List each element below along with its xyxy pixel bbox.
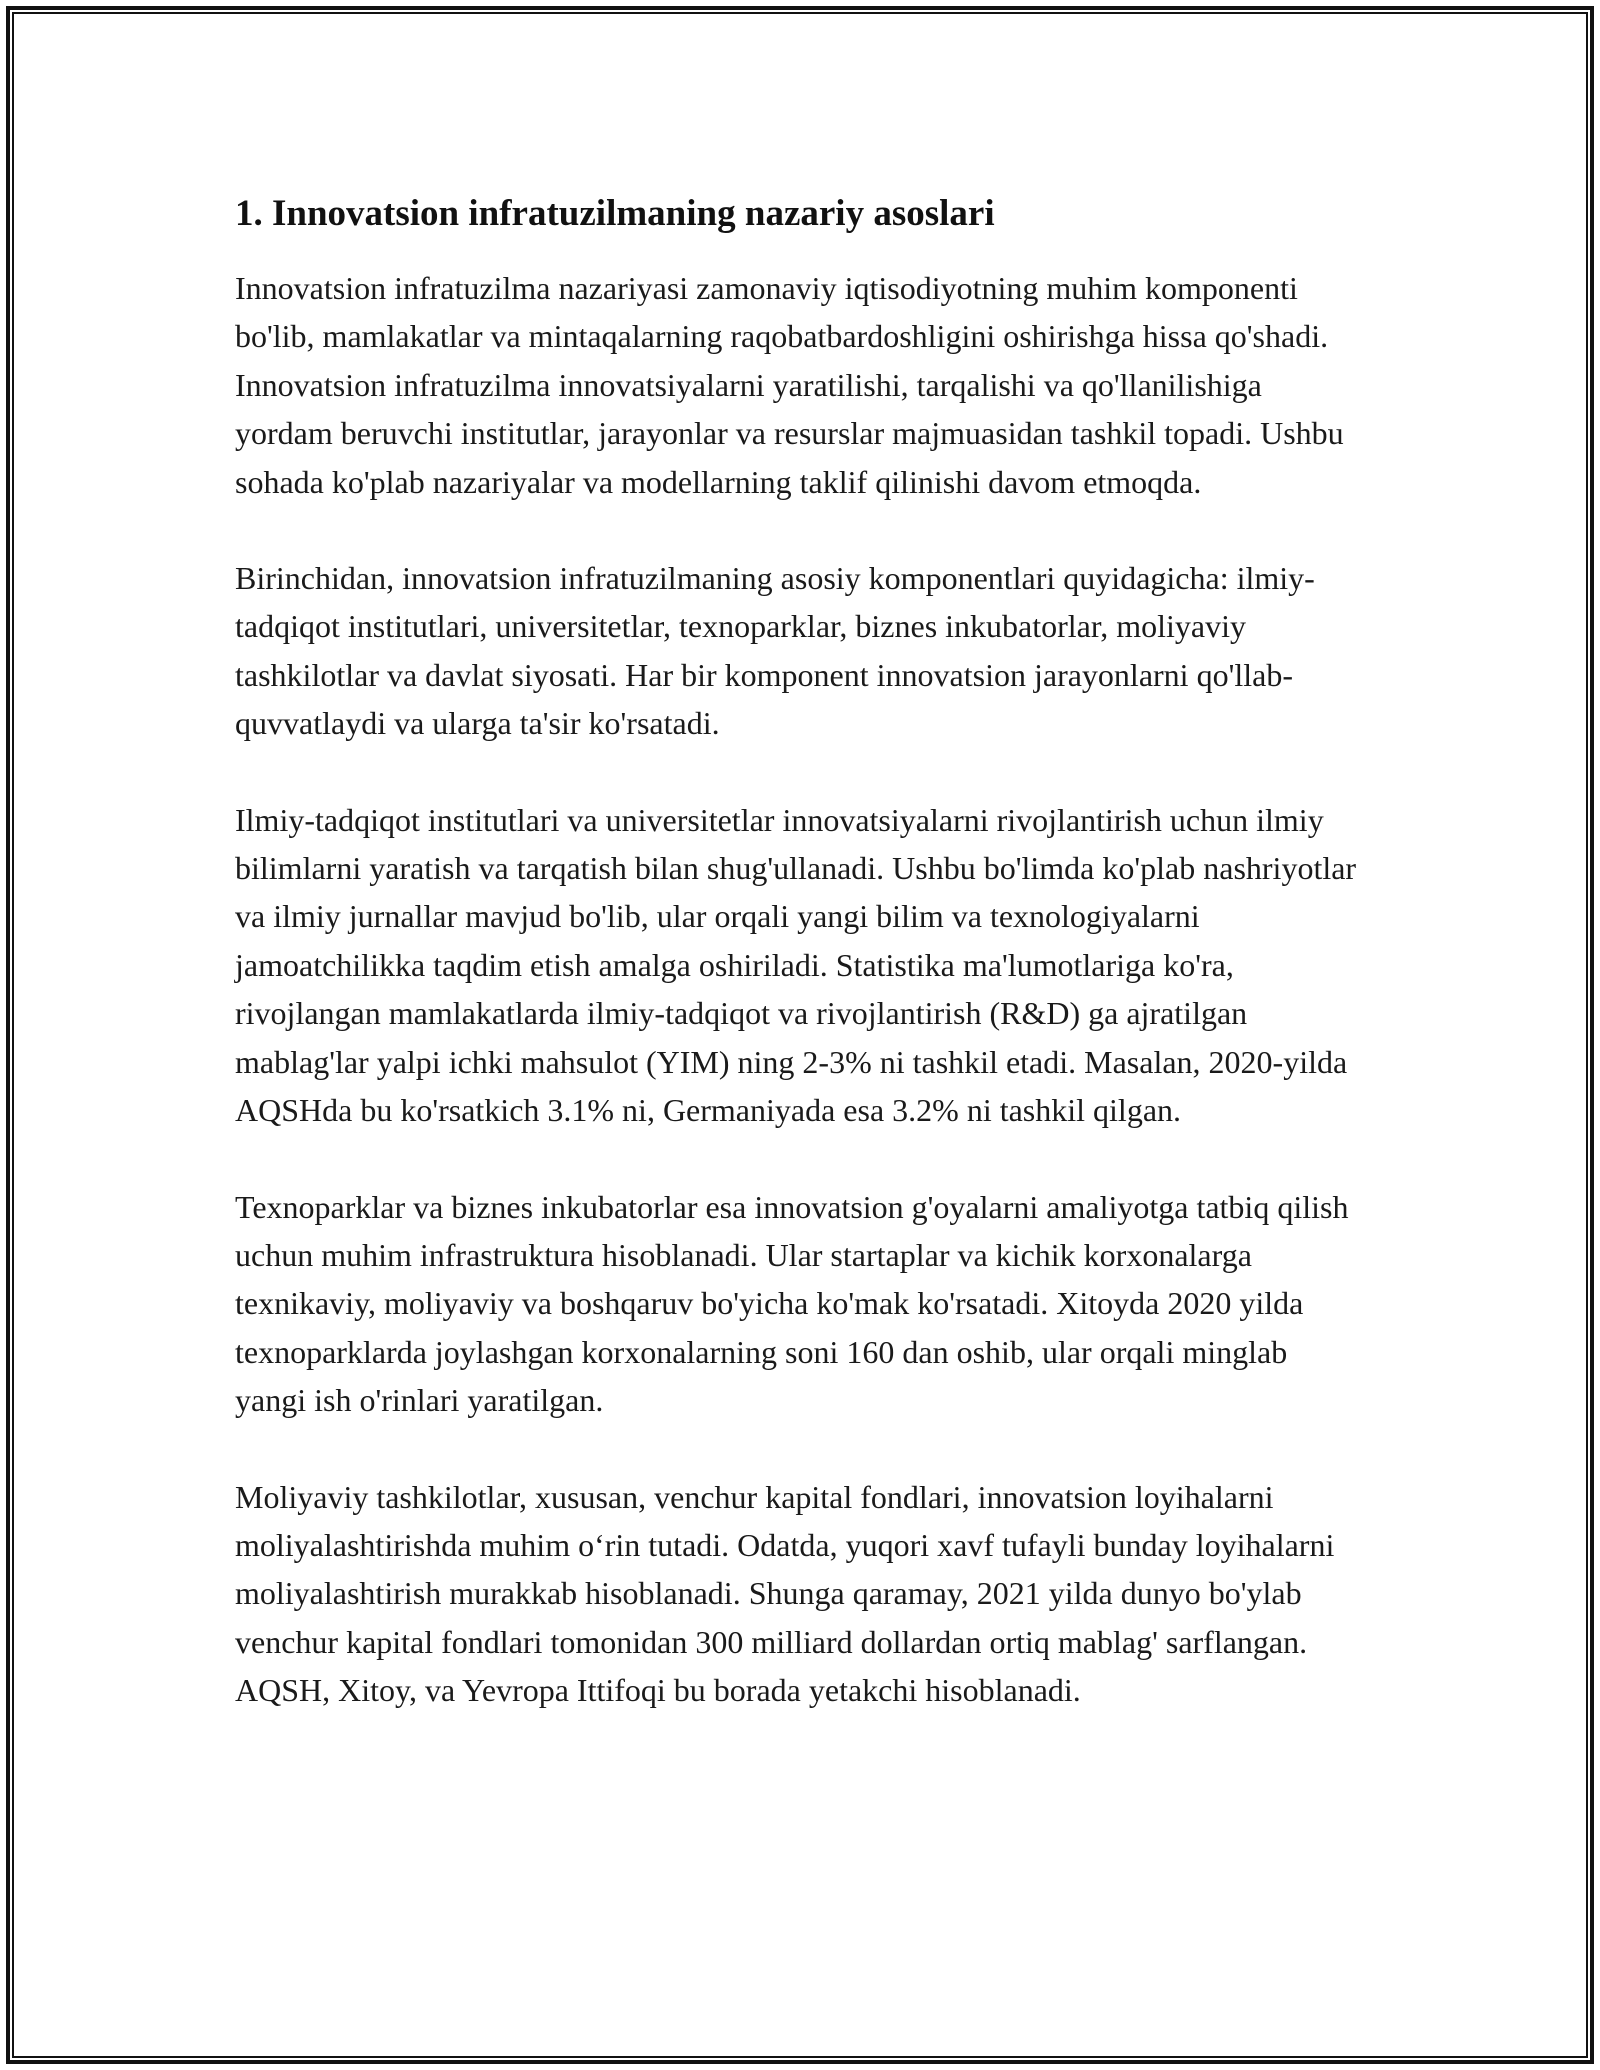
section-heading: 1. Innovatsion infratuzilmaning nazariy asoslari: [235, 193, 995, 234]
paragraph-research-institutes: Ilmiy-tadqiqot institutlari va universitetlar innovatsiyalarni rivojlantirish uchun ilmiy bilimlarni yaratish va tarqatish bilan shug'ullanadi. Ushbu bo'limda ko'plab nashriyotlar va ilmiy jurnallar mavjud bo'lib, ular orqali yangi bilim va texnologiyalarni jamoatchilikka taqdim etish amalga oshiriladi. Statistika ma'lumotlariga ko'ra, rivojlangan mamlakatlarda ilmiy-tadqiqot va rivojlantirish (R&D) ga ajratilgan mablag'lar yalpi ichki mahsulot (YIM) ning 2-3% ni tashkil etadi. Masalan, 2020-yilda AQSHda bu ko'rsatkich 3.1% ni, Germaniyada esa 3.2% ni tashkil qilgan.: [235, 801, 1357, 1129]
paragraph-technoparks: Texnoparklar va biznes inkubatorlar esa innovatsion g'oyalarni amaliyotga tatbiq qilish uchun muhim infrastruktura hisoblanadi. Ular startaplar va kichik korxonalarga texnikaviy, moliyaviy va boshqaruv bo'yicha ko'mak ko'rsatadi. Xitoyda 2020 yilda texnoparklarda joylashgan korxonalarning soni 160 dan oshib, ular orqali minglab yangi ish o'rinlari yaratilgan.: [235, 1188, 1349, 1419]
paragraph-components: Birinchidan, innovatsion infratuzilmaning asosiy komponentlari quyidagicha: ilmiy-tadqiqot institutlari, universitetlar, texnoparklar, biznes inkubatorlar, moliyaviy tashkilotlar va davlat siyosati. Har bir komponent innovatsion jarayonlarni qo'llab-quvvatlaydi va ularga ta'sir ko'rsatadi.: [235, 560, 1315, 742]
paragraph-intro: Innovatsion infratuzilma nazariyasi zamonaviy iqtisodiyotning muhim komponenti bo'lib, mamlakatlar va mintaqalarning raqobatbardoshligini oshirishga hissa qo'shadi. Innovatsion infratuzilma innovatsiyalarni yaratilishi, tarqalishi va qo'llanilishiga yordam beruvchi institutlar, jarayonlar va resurslar majmuasidan tashkil topadi. Ushbu sohada ko'plab nazariyalar va modellarning taklif qilinishi davom etmoqda.: [235, 270, 1344, 500]
document-body: [235, 186, 1365, 1763]
paragraph-financial-organizations: Moliyaviy tashkilotlar, xususan, venchur kapital fondlari, innovatsion loyihalarni moliyalashtirishda muhim o‘rin tutadi. Odatda, yuqori xavf tufayli bunday loyihalarni moliyalashtirish murakkab hisoblanadi. Shunga qaramay, 2021 yilda dunyo bo'ylab venchur kapital fondlari tomonidan 300 milliard dollardan ortiq mablag' sarflangan. AQSH, Xitoy, va Yevropa Ittifoqi bu borada yetakchi hisoblanadi.: [235, 1478, 1335, 1709]
